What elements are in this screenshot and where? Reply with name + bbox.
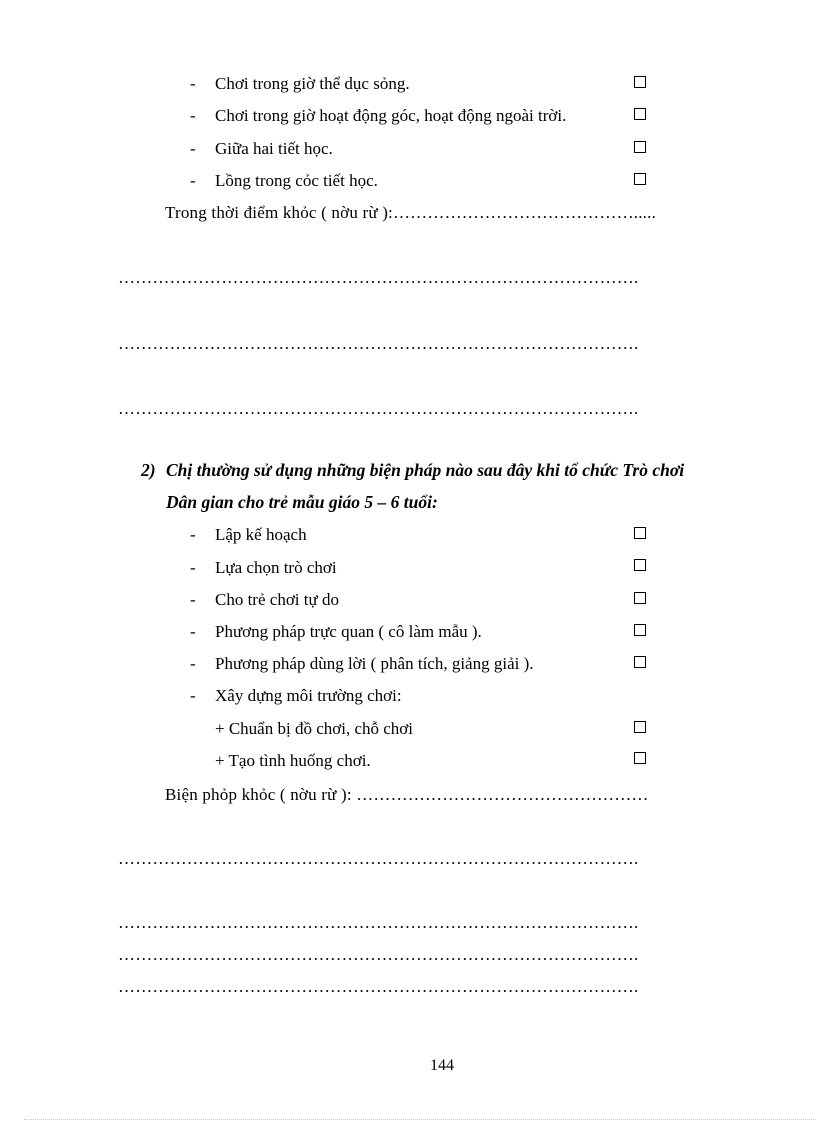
answer-blank-line[interactable]: ……………………………………………………………………………….: [118, 913, 639, 932]
checkbox[interactable]: [634, 559, 646, 571]
checkbox[interactable]: [634, 721, 646, 733]
option-label: Chơi trong giờ hoạt động góc, hoạt động ngoài trời.: [215, 106, 567, 125]
option-label: Giữa hai tiết học.: [215, 139, 333, 158]
option-label: Phương pháp dùng lời ( phân tích, giảng giải ).: [215, 654, 534, 673]
answer-blank-line[interactable]: ……………………………………………………………………………….: [118, 268, 639, 287]
option-label: Phương pháp trực quan ( cô làm mẫu ).: [215, 622, 482, 641]
checkbox[interactable]: [634, 108, 646, 120]
checkbox[interactable]: [634, 624, 646, 636]
answer-blank-line[interactable]: ……………………………………………………………………………….: [118, 977, 639, 996]
answer-blank-line[interactable]: ……………………………………………………………………………….: [118, 849, 639, 868]
sub-option-label: + Chuẩn bị đồ chơi, chỗ chơi: [215, 719, 414, 738]
option-label: Lập kế hoạch: [215, 525, 307, 544]
bullet-dash: -: [190, 622, 196, 641]
question-text-line1: Chị thường sử dụng những biện pháp nào sau đây khi tổ chức Trò chơi: [166, 460, 685, 480]
bullet-dash: -: [190, 106, 196, 125]
checkbox[interactable]: [634, 752, 646, 764]
question-text-line2: Dân gian cho trẻ mẫu giáo 5 – 6 tuổi:: [166, 492, 438, 512]
sub-option-label: + Tạo tình huống chơi.: [215, 751, 371, 770]
checkbox[interactable]: [634, 527, 646, 539]
other-time-prompt: Trong thời điểm khỏc ( nờu rừ ):…………………………………….....: [165, 203, 657, 222]
bullet-dash: -: [190, 654, 196, 673]
other-method-prompt: Biện phỏp khỏc ( nờu rừ ): ……………………………………………: [165, 785, 649, 804]
page-number: 144: [430, 1057, 454, 1074]
bullet-dash: -: [190, 74, 196, 93]
bullet-dash: -: [190, 558, 196, 577]
option-label: Xây dựng môi trường chơi:: [215, 686, 402, 705]
option-label: Lựa chọn trò chơi: [215, 558, 337, 577]
option-label: Lồng trong cỏc tiết học.: [215, 171, 378, 190]
answer-blank-line[interactable]: ……………………………………………………………………………….: [118, 399, 639, 418]
bullet-dash: -: [190, 590, 196, 609]
bullet-dash: -: [190, 525, 196, 544]
checkbox[interactable]: [634, 173, 646, 185]
bullet-dash: -: [190, 139, 196, 158]
question-number: 2): [141, 460, 156, 480]
checkbox[interactable]: [634, 592, 646, 604]
option-label: Chơi trong giờ thể dục sỏng.: [215, 74, 410, 93]
page-bottom-divider: [24, 1119, 816, 1120]
checkbox[interactable]: [634, 141, 646, 153]
answer-blank-line[interactable]: ……………………………………………………………………………….: [118, 334, 639, 353]
checkbox[interactable]: [634, 656, 646, 668]
bullet-dash: -: [190, 686, 196, 705]
checkbox[interactable]: [634, 76, 646, 88]
option-label: Cho trẻ chơi tự do: [215, 590, 339, 609]
bullet-dash: -: [190, 171, 196, 190]
answer-blank-line[interactable]: ……………………………………………………………………………….: [118, 945, 639, 964]
